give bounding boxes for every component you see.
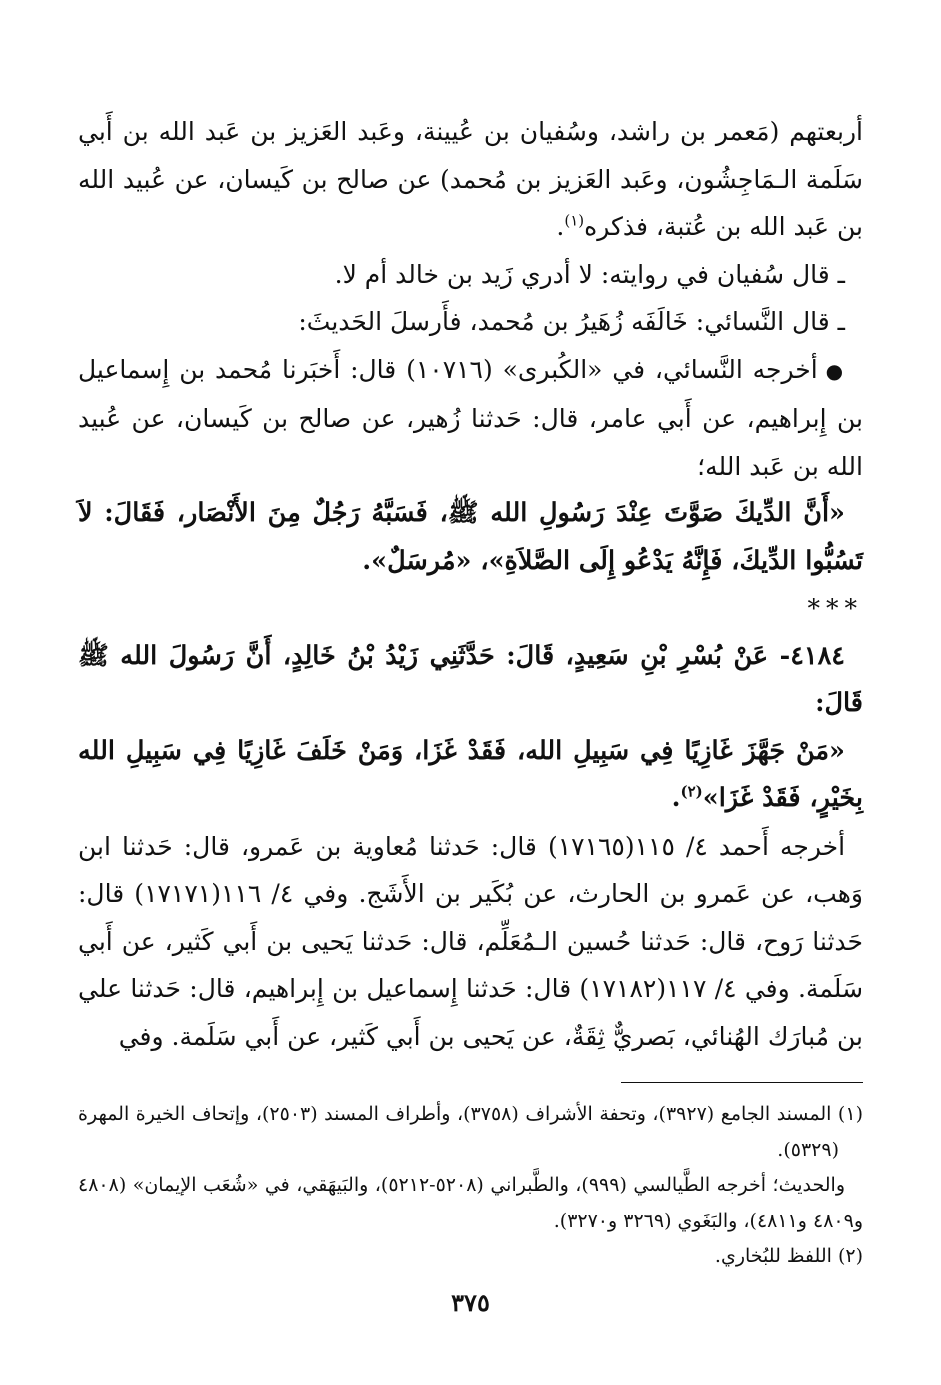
section-separator-stars: *** <box>807 594 863 623</box>
text-run: أربعتهم (مَعمر بن راشد، وسُفيان بن عُيينة، وعَبد العَزيز بن عَبد الله بن أَبي سَلَمة الـمَاجِشُون، وعَبد العَزيز بن مُحمد) عن صالح بن كَيسان، عن عُبيد الله بن عَبد الله بن عُتبة، فذكره <box>78 117 863 241</box>
note-nasai: ـ قال النَّسائي: خَالَفَه زُهَيرُ بن مُحمد، فأَرسلَ الحَديثَ: <box>298 307 845 336</box>
footnote-ref-1[interactable]: (١) <box>564 211 585 230</box>
page-number: ٣٧٥ <box>451 1288 490 1317</box>
paragraph-takhrij-ahmad: أخرجه أَحمد ٤/ ١١٥(١٧١٦٥) قال: حَدثنا مُعاوية بن عَمرو، قال: حَدثنا ابن وَهب، عن عَمرو بن الحارث، عن بُكَير بن الأَشَج. وفي ٤/ ١١٦(١٧١٧١) قال: حَدثنا رَوح، قال: حَدثنا حُسين الـمُعَلِّم، قال: حَدثنا يَحيى بن أَبي كَثير، عن أَبي سَلَمة. وفي ٤/ ١١٧(١٧١٨٢) قال: حَدثنا إِسماعيل بن إِبراهيم، قال: حَدثنا علي بن مُبارَك الهُنائي، بَصريٌّ ثِقَةٌ، عن يَحيى بن أَبي كَثير، عن أَبي سَلَمة. وفي <box>78 831 864 1051</box>
paragraph-chain <box>78 108 863 251</box>
footnote-divider <box>621 1082 863 1083</box>
footnote-2: (٢) اللفظ للبُخاري. <box>714 1245 863 1267</box>
text-run: «مَنْ جَهَّزَ غَازِيًا فِي سَبِيلِ الله، فَقَدْ غَزَا، وَمَنْ خَلَفَ غَازِيًا فِي سَبِيلِ الله بِخَيْرٍ، فَقَدْ غَزَا» <box>78 735 863 813</box>
footnotes <box>78 1097 863 1275</box>
text-run: . <box>671 783 681 813</box>
main-text <box>78 108 863 1060</box>
bullet-icon: ● <box>825 358 846 383</box>
hadith-text-rooster: «أَنَّ الدِّيكَ صَوَّتَ عِنْدَ رَسُولِ الله ﷺ، فَسَبَّهُ رَجُلٌ مِنَ الأَنْصَار، فَقَالَ: لاَ تَسُبُّوا الدِّيكَ، فَإِنَّهُ يَدْعُو إِلَى الصَّلاَةِ»، «مُرسَلٌ». <box>78 498 863 576</box>
footnote-1: (١) المسند الجامع (٣٩٢٧)، وتحفة الأشراف (٣٧٥٨)، وأطراف المسند (٢٥٠٣)، وإتحاف الخيرة المهرة (٥٣٢٩). <box>78 1103 863 1161</box>
footnote-ref-2[interactable]: (٢) <box>680 782 703 801</box>
footnote-1-continuation: والحديث؛ أخرجه الطَّيالسي (٩٩٩)، والطَّبراني (٥٢٠٨-٥٢١٢)، والبَيهَقي، في «شُعَب الإيمان» (٤٨٠٨ و٤٨٠٩ و٤٨١١)، والبَغَوي (٣٢٦٩ و٣٢٧٠). <box>78 1174 863 1232</box>
text-run: أخرجه النَّسائي، في «الكُبرى» (١٠٧١٦) قال: أَخبَرنا مُحمد بن إِسماعيل بن إِبراهيم، عن أَبي عامر، قال: حَدثنا زُهير، عن صالح بن كَيسان، عن عُبيد الله بن عَبد الله؛ <box>78 354 863 481</box>
hadith-chain-4184: ٤١٨٤- عَنْ بُسْرِ بْنِ سَعِيدٍ، قَالَ: حَدَّثَنِي زَيْدُ بْنُ خَالِدٍ، أَنَّ رَسُولَ الله ﷺ قَالَ: <box>78 640 863 718</box>
note-sufyan: ـ قال سُفيان في روايته: لا أدري زَيد بن خالد أم لا. <box>334 259 845 289</box>
hadith-text-4184 <box>78 728 863 823</box>
paragraph-takhrij-nasai <box>78 346 863 491</box>
text-run: . <box>556 212 565 241</box>
